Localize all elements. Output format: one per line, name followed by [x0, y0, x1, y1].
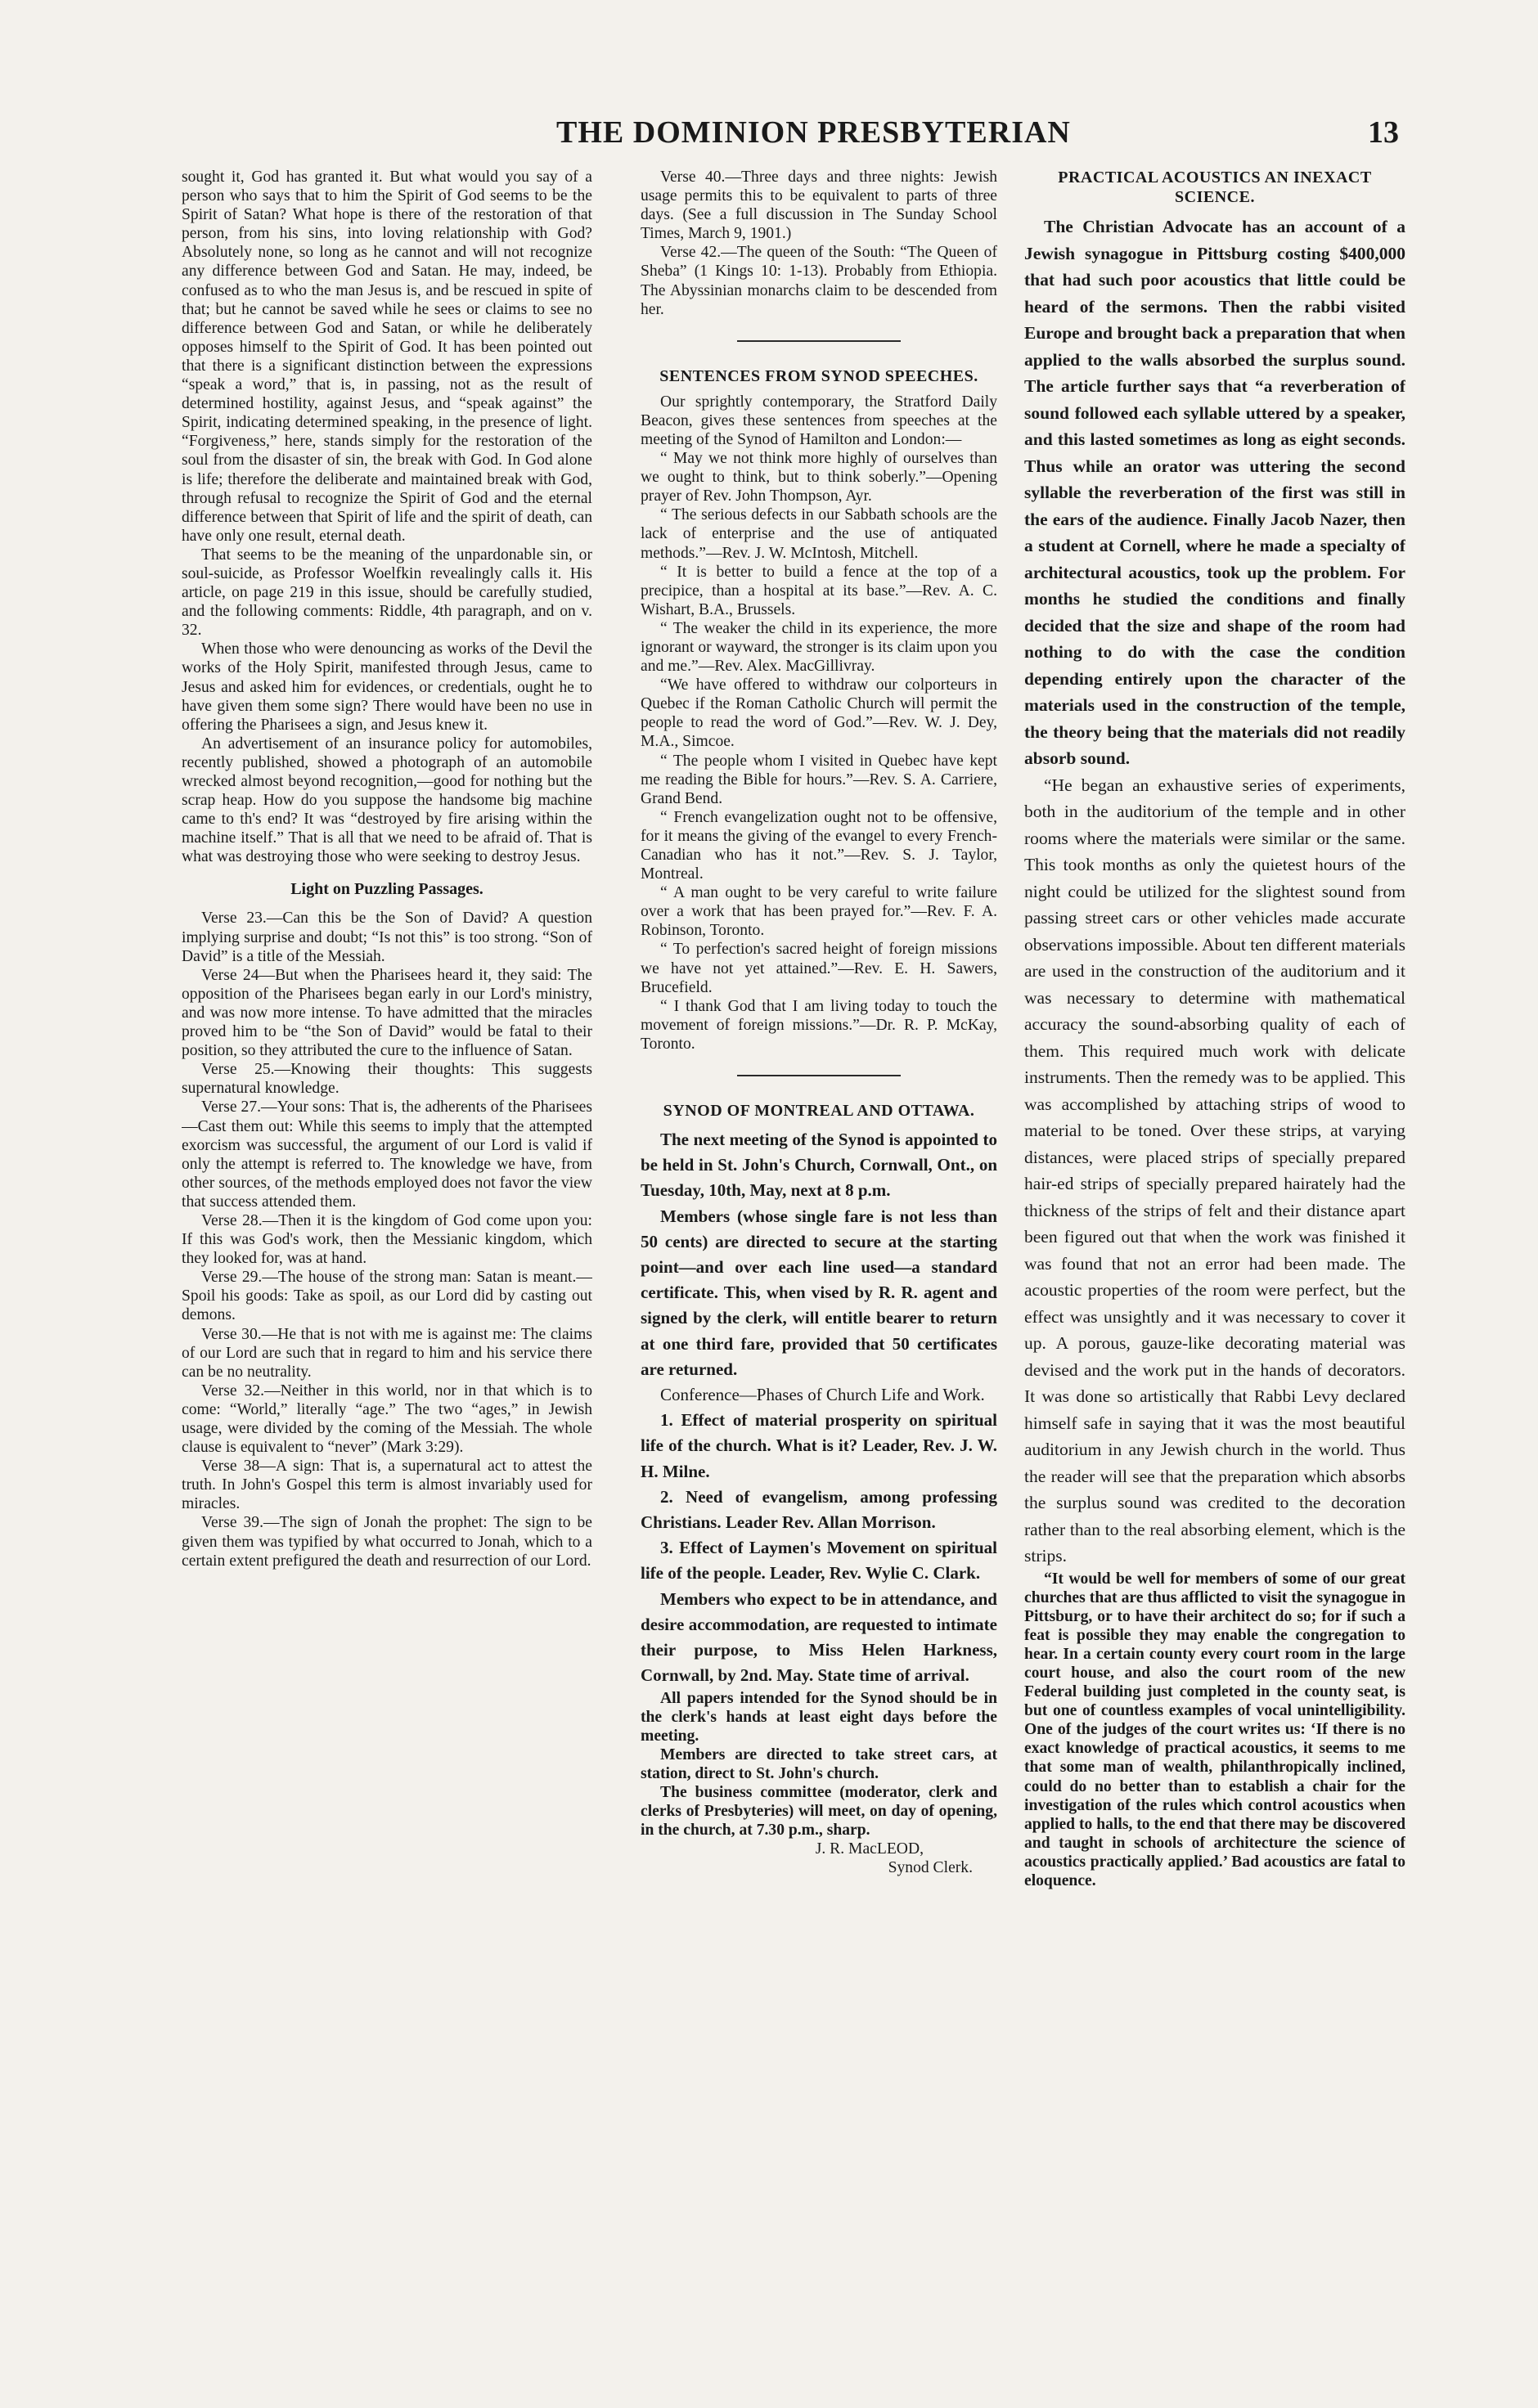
synod-paragraph: Conference—Phases of Church Life and Work. — [660, 1385, 985, 1405]
page-number: 13 — [1368, 115, 1399, 150]
column-2 — [641, 168, 997, 2163]
section-divider — [737, 1075, 901, 1076]
verse-note: Verse 28.—Then it is the kingdom of God come upon you: If this was God's work, then the Messianic kingdom, which they looked for, was at hand. — [182, 1211, 592, 1268]
speech-sentence: “We have offered to withdraw our colporteurs in Quebec if the Roman Catholic Church will permit the people to read the word of God.”—Rev. W. J. Dey, M.A., Simcoe. — [641, 676, 997, 751]
synod-paragraph: 3. Effect of Laymen's Movement on spiritual life of the people. Leader, Rev. Wylie C. Clark. — [641, 1538, 997, 1584]
verse-note: Verse 27.—Your sons: That is, the adherents of the Pharisees—Cast them out: While this seems to imply that the attempted exorcism was successful, the argument of our Lord is valid if only the attempt is referred to. The knowledge we have, from other sources, of the methods employed does not favor the view that success attended them. — [182, 1098, 592, 1211]
verse-note: Verse 42.—The queen of the South: “The Queen of Sheba” (1 Kings 10: 1-13). Probably from Ethiopia. The Abyssinian monarchs claim to be descended from her. — [641, 244, 997, 318]
column-3 — [1024, 168, 1405, 2245]
speech-sentence: “ The weaker the child in its experience, the more ignorant or wayward, the stronger is its claim upon you and me.”—Rev. Alex. MacGillivray. — [641, 619, 997, 676]
column-1 — [182, 168, 592, 2245]
synod-paragraph: The business committee (moderator, clerk and clerks of Presbyteries) will meet, on day of opening, in the church, at 7.30 p.m., sharp. — [641, 1783, 997, 1840]
speech-sentence: “ It is better to build a fence at the top of a precipice, than a hospital at its base.”—Rev. A. C. Wishart, B.A., Brussels. — [641, 563, 997, 618]
verse-note: Verse 29.—The house of the strong man: Satan is meant.—Spoil his goods: Take as spoil, as our Lord did by casting out demons. — [182, 1269, 592, 1324]
article-paragraph: When those who were denouncing as works of the Devil the works of the Holy Spirit, manifested through Jesus, came to Jesus and asked him for evidences, or credentials, ought he to have given them some sign? There would have been no use in offering the Pharisees a sign, and Jesus knew it. — [182, 640, 592, 734]
verse-note: Verse 32.—Neither in this world, nor in that which is to come: “World,” literally “age.” The two “ages,” in Jewish usage, were divided by the coming of the Messiah. The whole clause is equivalent to “never” (Mark 3:29). — [182, 1381, 592, 1457]
verse-note: Verse 25.—Knowing their thoughts: This suggests supernatural knowledge. — [182, 1061, 592, 1098]
signature-title: Synod Clerk. — [888, 1859, 973, 1877]
page-header — [0, 115, 1538, 164]
verse-note: Verse 40.—Three days and three nights: Jewish usage permits this to be equivalent to parts of three days. (See a full discussion in The Sunday School Times, March 9, 1901.) — [641, 168, 997, 243]
speech-sentence: Our sprightly contemporary, the Stratford Daily Beacon, gives these sentences from speeches at the meeting of the Synod of Hamilton and London:— — [641, 393, 997, 448]
speech-sentence: “ A man ought to be very careful to write failure over a work that has been prayed for.”—Rev. F. A. Robinson, Toronto. — [641, 884, 997, 940]
section-divider — [737, 340, 901, 342]
synod-paragraph: Members (whose single fare is not less than 50 cents) are directed to secure at the starting point—and over each line used—a standard certificate. This, when vised by R. R. agent and signed by the clerk, will entitle bearer to return at one third fare, provided that 50 certificates are returned. — [641, 1206, 997, 1379]
verse-note: Verse 23.—Can this be the Son of David? A question implying surprise and doubt; “Is not this” is too strong. “Son of David” is a title of the Messiah. — [182, 910, 592, 965]
speech-sentence: “ To perfection's sacred height of foreign missions we have not yet attained.”—Rev. E. H. Sawers, Brucefield. — [641, 941, 997, 996]
synod-paragraph: The next meeting of the Synod is appointed to be held in St. John's Church, Cornwall, Ont., on Tuesday, 10th, May, next at 8 p.m. — [641, 1130, 997, 1201]
section-heading-synod-montreal: SYNOD OF MONTREAL AND OTTAWA. — [663, 1102, 975, 1121]
speech-sentence: “ The serious defects in our Sabbath schools are the lack of enterprise and the use of antiquated methods.”—Rev. J. W. McIntosh, Mitchell. — [641, 506, 997, 562]
synod-notice — [641, 1127, 997, 1688]
synod-paragraph: Members are directed to take street cars, at station, direct to St. John's church. — [641, 1745, 997, 1782]
article-paragraph: “He began an exhaustive series of experiments, both in the auditorium of the temple and in other rooms where the materials were similar or the same. This took months as only the quietest hours of the night could be utilized for the slightest sound from passing street cars or other vehicles made accurate observations impossible. About ten different materials are used in the construction of the auditorium and it was necessary to determine with mathematical accuracy the sound-absorbing quality of each of them. This required much work with delicate instruments. Then the remedy was to be applied. This was accomplished by attaching strips of wood to material to be toned. Over these strips, at varying distances, were placed strips of specially prepared hair-ed strips of specially prepared hairately had the thickness of the strips of felt and their distance apart been figured out that when the work was finished it was found that not an error had been made. The acoustic properties of the room were perfect, but the effect was unsightly and it was necessary to cover it up. A porous, gauze-like decorating material was devised and the work put in the hands of decorators. It was done so artistically that Rabbi Levy declared himself safe in saying that it was the most beautiful auditorium in any Jewish church in the world. Thus the reader will see that the preparation which absorbs the surplus sound was credited to the decoration rather than to the real absorbing element, which is the strips. — [1024, 775, 1405, 1566]
speech-sentence: “ French evangelization ought not to be offensive, for it means the giving of the evangel to every French-Canadian who has it not.”—Rev. S. J. Taylor, Montreal. — [641, 808, 997, 883]
article-paragraph: “It would be well for members of some of our great churches that are thus afflicted to visit the synagogue in Pittsburg, or to have their architect do so; for if such a feat is possible they may enable the congregation to hear. In a certain county every court room in the large court house, and also the court room of the new Federal building just completed in the county seat, is but one of countless examples of vocal unintelligibility. One of the judges of the court writes us: ‘If there is no exact knowledge of practical acoustics, it seems to me that some man of wealth, philanthropically inclined, could do no better than to establish a chair for the investigation of the rules which control acoustics when applied to halls, to the end that there may be discovered and taught in schools of architecture the science of acoustics practically applied.’ Bad acoustics are fatal to eloquence. — [1024, 1570, 1405, 1889]
section-heading-acoustics: PRACTICAL ACOUSTICS AN INEXACT SCIENCE. — [1058, 168, 1372, 206]
speech-sentence: “ The people whom I visited in Quebec have kept me reading the Bible for hours.”—Rev. S. A. Carriere, Grand Bend. — [641, 752, 997, 807]
synod-paragraph: 2. Need of evangelism, among professing Christians. Leader Rev. Allan Morrison. — [641, 1486, 997, 1533]
article-paragraph: That seems to be the meaning of the unpardonable sin, or soul-suicide, as Professor Woelfkin revealingly calls it. His article, on page 219 in this issue, should be carefully studied, and the following comments: Riddle, 4th paragraph, and on v. 32. — [182, 546, 592, 640]
article-paragraph: The Christian Advocate has an account of a Jewish synagogue in Pittsburg costing $400,000 that had such poor acoustics that little could be heard of the sermons. Then the rabbi visited Europe and brought back a preparation that when applied to the walls absorbed the surplus sound. The article further says that “a reverberation of sound followed each syllable uttered by a speaker, and this lasted sometimes as long as eight seconds. Thus while an orator was uttering the second syllable the reverberation of the first was still in the ears of the audience. Finally Jacob Nazer, then a student at Cornell, where he made a specialty of architectural acoustics, took up the problem. For months he studied the conditions and finally decided that the size and shape of the room had nothing to do with the case the condition depending entirely upon the character of the materials used in the construction of the temple, the theory being that the materials did not readily absorb sound. — [1024, 217, 1405, 768]
synod-paragraph: 1. Effect of material prosperity on spiritual life of the church. What is it? Leader, Rev. J. W. H. Milne. — [641, 1410, 997, 1481]
speech-sentence: “ I thank God that I am living today to touch the movement of foreign missions.”—Dr. R. P. McKay, Toronto. — [641, 997, 997, 1053]
synod-paragraph: All papers intended for the Synod should be in the clerk's hands at least eight days before the meeting. — [641, 1689, 997, 1745]
verse-note: Verse 38—A sign: That is, a supernatural act to attest the truth. In John's Gospel this term is almost invariably used for miracles. — [182, 1458, 592, 1513]
page-title: THE DOMINION PRESBYTERIAN — [556, 115, 1071, 150]
section-heading-synod-speeches: SENTENCES FROM SYNOD SPEECHES. — [659, 366, 978, 385]
synod-paragraph: Members who expect to be in attendance, and desire accommodation, are requested to intimate their purpose, to Miss Helen Harkness, Cornwall, by 2nd. May. State time of arrival. — [641, 1588, 997, 1686]
verse-note: Verse 39.—The sign of Jonah the prophet: The sign to be given them was typified by what occurred to Jonah, which to a certain extent prefigured the death and resurrection of our Lord. — [182, 1514, 592, 1570]
verse-note: Verse 24—But when the Pharisees heard it, they said: The opposition of the Pharisees began early in our Lord's ministry, and was now more intense. To have admitted that the miracles proved him to be “the Son of David” would be fatal to their position, so they attributed the cure to the influence of Satan. — [182, 966, 592, 1060]
speech-sentence: “ May we not think more highly of ourselves than we ought to think, but to think soberly.”—Opening prayer of Rev. John Thompson, Ayr. — [641, 450, 997, 505]
verse-note: Verse 30.—He that is not with me is against me: The claims of our Lord are such that in regard to him and his service there can be no neutrality. — [182, 1325, 592, 1381]
signature-name: J. R. MacLEOD, — [815, 1840, 924, 1858]
article-paragraph: sought it, God has granted it. But what would you say of a person who says that to him the Spirit of God seems to be the Spirit of Satan? What hope is there of the restoration of that person, from his sins, into loving relationship with God? Absolutely none, so long as he cannot and will not recognize any difference between God and Satan. He may, indeed, be confused as to who the man Jesus is, and be rescued in spite of that; but he cannot be saved while he sees or claims to see no difference between God and Satan, or while he deliberately opposes himself to the Spirit of God. It has been pointed out that there is a significant distinction between the expressions “speak a word,” that is, in passing, not as the result of determined hostility, against Jesus, and “speak against” the Spirit, indicating determined speaking, in the presence of light. “Forgiveness,” here, stands simply for the restoration of the soul from the disaster of sin, the break with God. In God alone is life; therefore the deliberate and maintained break with God, through refusal to recognize the Spirit of God and the eternal difference between that Spirit of life and the spirit of death, can have only one result, eternal death. — [182, 168, 592, 545]
section-heading-puzzling-passages: Light on Puzzling Passages. — [290, 880, 483, 899]
article-paragraph: An advertisement of an insurance policy for automobiles, recently published, showed a photograph of an automobile wrecked almost beyond recognition,—good for nothing but the scrap heap. How do you suppose the handsome big machine came to th's end? It was “destroyed by fire arising within the machine itself.” That is all that we need to be afraid of. That is what was destroying those who were seeking to destroy Jesus. — [182, 735, 592, 866]
